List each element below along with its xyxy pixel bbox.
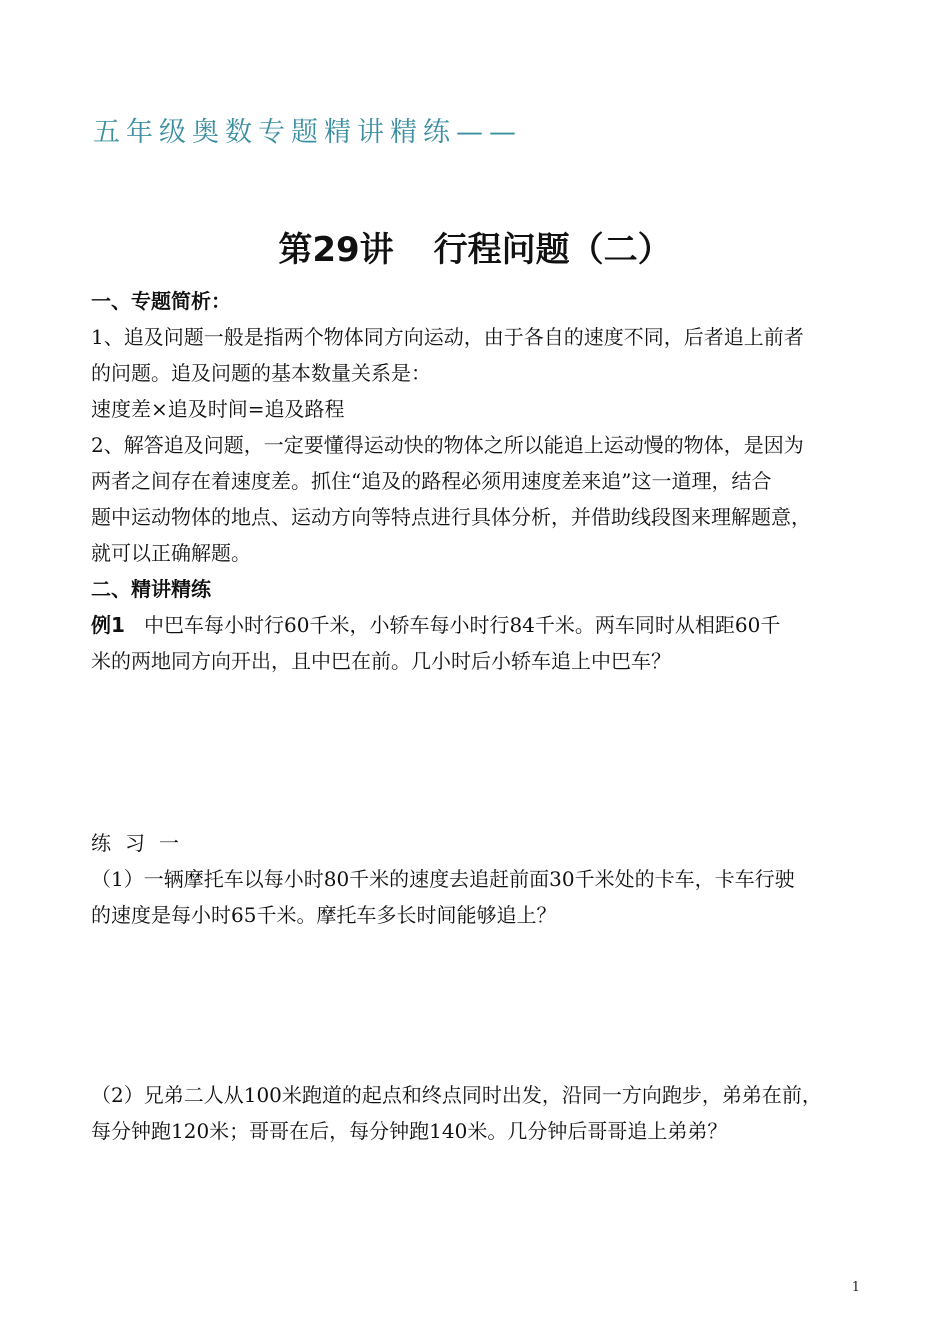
document-header: 五年级奥数专题精讲精练——	[93, 117, 522, 148]
example-1-text-cont: 米的两地同方向开出，且中巴在前。几小时后小轿车追上中巴车？	[91, 649, 671, 673]
practice-1	[91, 825, 866, 933]
practice-1-title: 练习一	[91, 831, 193, 855]
practice-1-q2: （2）兄弟二人从100米跑道的起点和终点同时出发，沿同一方向跑步，弟弟在前，	[91, 1083, 822, 1107]
section-analysis-heading: 一、专题简析：	[91, 289, 231, 313]
practice-1-q2-cont: 每分钟跑120米；哥哥在后，每分钟跑140米。几分钟后哥哥追上弟弟？	[91, 1119, 728, 1143]
practice-1-q2-block	[91, 1077, 866, 1149]
lecture-topic: 行程问题（二）	[433, 230, 672, 270]
section-practice-heading: 二、精讲精练	[91, 577, 211, 601]
analysis-line: 1、追及问题一般是指两个物体同方向运动，由于各自的速度不同，后者追上前者	[91, 325, 804, 349]
section-analysis	[91, 283, 866, 679]
analysis-line: 的问题。追及问题的基本数量关系是：	[91, 361, 431, 385]
analysis-line: 题中运动物体的地点、运动方向等特点进行具体分析，并借助线段图来理解题意，	[91, 505, 811, 529]
page-number: 1	[851, 1280, 860, 1295]
analysis-line: 两者之间存在着速度差。抓住“追及的路程必须用速度差来追”这一道理，结合	[91, 469, 772, 493]
lecture-title	[0, 222, 950, 271]
practice-1-q1-cont: 的速度是每小时65千米。摩托车多长时间能够追上？	[91, 903, 557, 927]
lecture-number: 第29讲	[278, 230, 394, 270]
example-1-label: 例1	[91, 613, 125, 637]
example-1	[91, 607, 866, 643]
example-1-text: 中巴车每小时行60千米，小轿车每小时行84千米。两车同时从相距60千	[144, 613, 781, 637]
analysis-line: 速度差×追及时间=追及路程	[91, 397, 345, 421]
analysis-line: 就可以正确解题。	[91, 541, 251, 565]
analysis-line: 2、解答追及问题，一定要懂得运动快的物体之所以能追上运动慢的物体，是因为	[91, 433, 804, 457]
practice-1-q1: （1）一辆摩托车以每小时80千米的速度去追赶前面30千米处的卡车，卡车行驶	[91, 867, 795, 891]
